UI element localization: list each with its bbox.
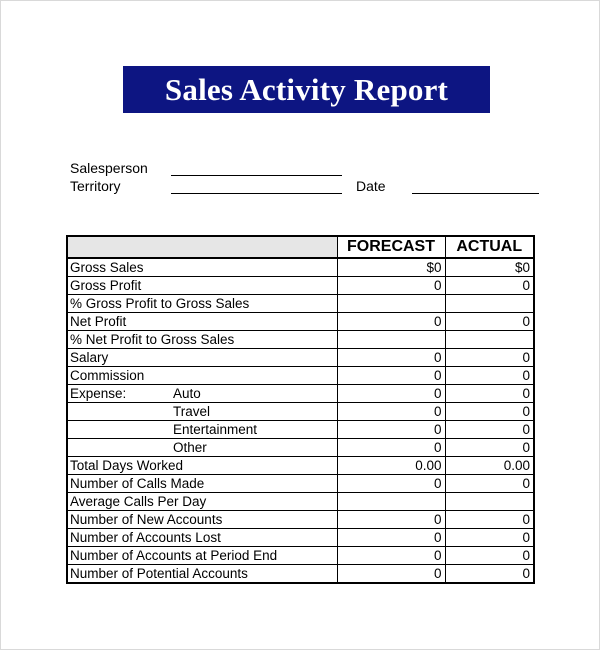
row-label: Commission — [70, 368, 145, 383]
table-row — [67, 367, 534, 385]
table-row — [67, 349, 534, 367]
actual-cell[interactable]: 0 — [445, 349, 534, 367]
actual-cell[interactable] — [445, 295, 534, 313]
table-row — [67, 547, 534, 565]
row-sublabel: Entertainment — [173, 422, 258, 437]
table-row — [67, 295, 534, 313]
row-label-cell — [67, 313, 337, 331]
row-label-cell — [67, 529, 337, 547]
row-label: Number of Potential Accounts — [70, 566, 248, 581]
forecast-cell[interactable]: 0 — [337, 367, 445, 385]
row-label: Average Calls Per Day — [70, 494, 207, 509]
table-row — [67, 313, 534, 331]
row-label: Number of Accounts Lost — [70, 530, 221, 545]
row-label: Number of Calls Made — [70, 476, 205, 491]
report-title-banner — [123, 66, 490, 113]
actual-cell[interactable]: 0 — [445, 277, 534, 295]
table-row — [67, 439, 534, 457]
row-label-cell — [67, 457, 337, 475]
row-label-cell — [67, 547, 337, 565]
actual-cell[interactable] — [445, 331, 534, 349]
row-label-cell — [67, 349, 337, 367]
forecast-cell[interactable]: $0 — [337, 258, 445, 277]
row-label-cell — [67, 331, 337, 349]
forecast-cell[interactable] — [337, 493, 445, 511]
forecast-cell[interactable]: 0 — [337, 349, 445, 367]
row-label: Number of Accounts at Period End — [70, 548, 278, 563]
row-label: Net Profit — [70, 314, 127, 329]
actual-cell[interactable]: 0 — [445, 511, 534, 529]
table-row — [67, 475, 534, 493]
territory-label: Territory — [70, 178, 121, 194]
row-label-cell — [67, 277, 337, 295]
table-row — [67, 457, 534, 475]
actual-cell[interactable]: 0 — [445, 385, 534, 403]
row-label-cell — [67, 295, 337, 313]
row-label-cell — [67, 511, 337, 529]
table-row — [67, 511, 534, 529]
row-label-cell — [67, 367, 337, 385]
forecast-cell[interactable] — [337, 295, 445, 313]
forecast-cell[interactable]: 0 — [337, 511, 445, 529]
row-sublabel: Other — [173, 440, 207, 455]
table-row — [67, 529, 534, 547]
table-row — [67, 277, 534, 295]
row-label-cell — [67, 385, 337, 403]
row-label-cell — [67, 258, 337, 277]
actual-cell[interactable] — [445, 493, 534, 511]
forecast-cell[interactable]: 0 — [337, 565, 445, 584]
actual-cell[interactable]: 0 — [445, 547, 534, 565]
forecast-cell[interactable]: 0 — [337, 475, 445, 493]
actual-cell[interactable]: 0 — [445, 313, 534, 331]
forecast-cell[interactable]: 0 — [337, 421, 445, 439]
row-label: Expense: — [70, 386, 127, 401]
actual-cell[interactable]: 0 — [445, 421, 534, 439]
sales-activity-table — [66, 235, 535, 584]
actual-cell[interactable]: $0 — [445, 258, 534, 277]
row-label-cell — [67, 475, 337, 493]
row-label: Total Days Worked — [70, 458, 184, 473]
row-label: Salary — [70, 350, 109, 365]
table-row — [67, 421, 534, 439]
forecast-cell[interactable]: 0 — [337, 403, 445, 421]
actual-cell[interactable]: 0 — [445, 403, 534, 421]
table-row — [67, 493, 534, 511]
row-label: Gross Profit — [70, 278, 142, 293]
forecast-cell[interactable]: 0 — [337, 529, 445, 547]
actual-cell[interactable]: 0 — [445, 475, 534, 493]
date-field[interactable] — [412, 193, 539, 194]
table-header-row — [67, 236, 534, 258]
row-label: % Gross Profit to Gross Sales — [70, 296, 250, 311]
actual-cell[interactable]: 0 — [445, 565, 534, 584]
actual-cell[interactable]: 0.00 — [445, 457, 534, 475]
forecast-cell[interactable]: 0 — [337, 385, 445, 403]
salesperson-label: Salesperson — [70, 160, 148, 176]
row-label: Gross Sales — [70, 260, 144, 275]
report-title: Sales Activity Report — [164, 71, 449, 107]
forecast-cell[interactable]: 0 — [337, 313, 445, 331]
row-label: % Net Profit to Gross Sales — [70, 332, 235, 347]
table-row — [67, 331, 534, 349]
row-label-cell — [67, 421, 337, 439]
row-label-cell — [67, 439, 337, 457]
row-sublabel: Travel — [173, 404, 211, 419]
row-label-cell — [67, 403, 337, 421]
table-row — [67, 403, 534, 421]
actual-cell[interactable]: 0 — [445, 439, 534, 457]
header-forecast: FORECAST — [337, 236, 445, 258]
row-label: Number of New Accounts — [70, 512, 223, 527]
forecast-cell[interactable]: 0 — [337, 277, 445, 295]
row-label-cell — [67, 565, 337, 584]
forecast-cell[interactable]: 0 — [337, 547, 445, 565]
header-actual: ACTUAL — [445, 236, 534, 258]
date-label: Date — [356, 178, 386, 194]
actual-cell[interactable]: 0 — [445, 529, 534, 547]
table-row — [67, 565, 534, 584]
row-label-cell — [67, 493, 337, 511]
territory-field[interactable] — [171, 193, 342, 194]
header-blank-cell — [67, 236, 337, 258]
table-row — [67, 385, 534, 403]
forecast-cell[interactable]: 0 — [337, 439, 445, 457]
actual-cell[interactable]: 0 — [445, 367, 534, 385]
row-sublabel: Auto — [173, 386, 201, 401]
forecast-cell[interactable]: 0.00 — [337, 457, 445, 475]
table-row — [67, 258, 534, 277]
forecast-cell[interactable] — [337, 331, 445, 349]
salesperson-field[interactable] — [171, 175, 342, 176]
